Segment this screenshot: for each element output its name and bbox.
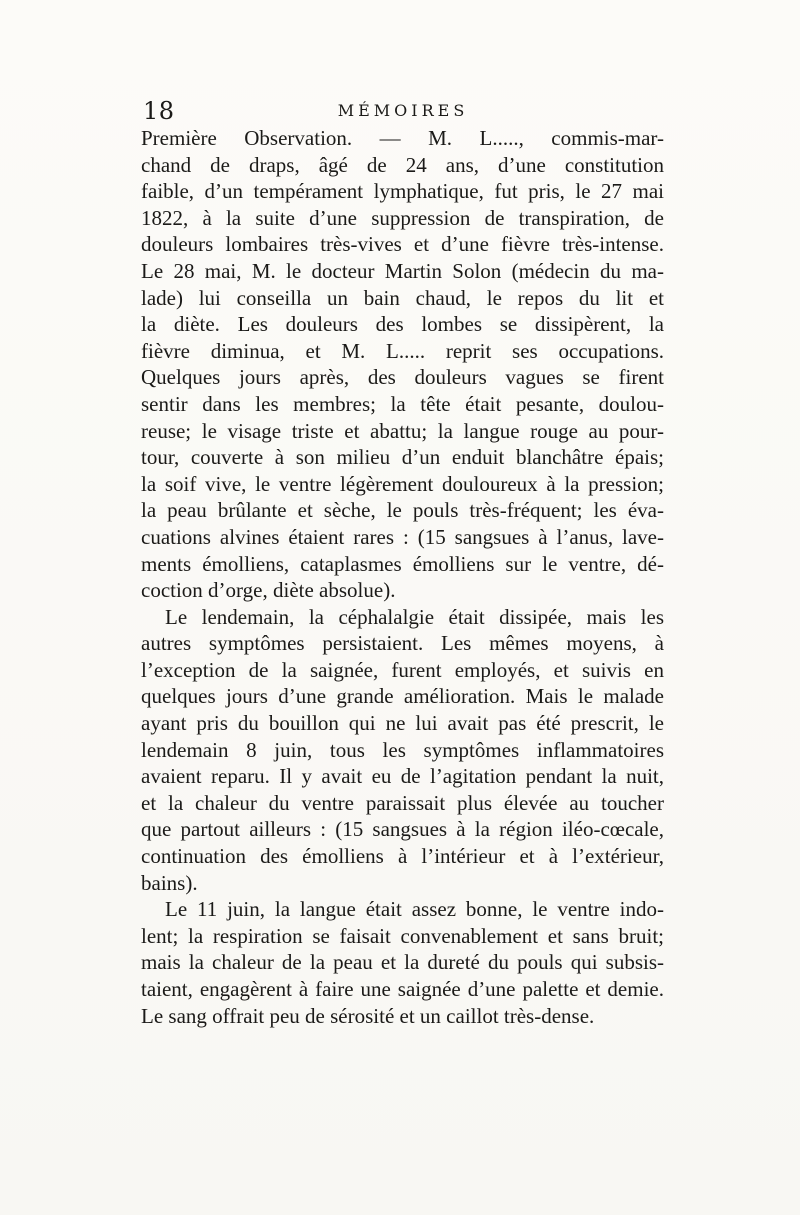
text-line: ayant pris du bouillon qui ne lui avait pas été prescrit, le	[141, 711, 664, 736]
text-line: avaient reparu. Il y avait eu de l’agitation pendant la nuit,	[141, 764, 664, 789]
text-line: fièvre diminua, et M. L..... reprit ses occupations.	[141, 338, 664, 363]
page-header	[143, 96, 663, 126]
text-line: lent; la respiration se faisait convenablement et sans bruit;	[141, 923, 664, 948]
text-line: douleurs lombaires très-vives et d’une fièvre très-intense.	[141, 232, 664, 257]
text-line: taient, engagèrent à faire une saignée d’une palette et demie.	[141, 977, 664, 1001]
text-line: Le sang offrait peu de sérosité et un caillot très-dense.	[141, 1003, 595, 1028]
text-line: ments émolliens, cataplasmes émolliens sur le ventre, dé-	[141, 551, 664, 576]
text-line: mais la chaleur de la peau et la dureté du pouls qui subsis-	[141, 950, 664, 975]
text-line: quelques jours d’une grande amélioration. Mais le malade	[141, 684, 664, 709]
text-line: Quelques jours après, des douleurs vagues se firent	[141, 365, 664, 390]
text-line: 1822, à la suite d’une suppression de transpiration, de	[141, 205, 664, 230]
text-line: faible, d’un tempérament lymphatique, fut pris, le 27 mai	[141, 179, 664, 204]
text-line: la diète. Les douleurs des lombes se dissipèrent, la	[141, 312, 664, 337]
text-line: continuation des émolliens à l’intérieur et à l’extérieur,	[141, 844, 664, 869]
page-number: 18	[143, 97, 175, 125]
text-line: tour, couverte à son milieu d’un enduit blanchâtre épais;	[141, 445, 664, 470]
text-line: la soif vive, le ventre légèrement douloureux à la pression;	[141, 471, 664, 496]
text-line: Le 28 mai, M. le docteur Martin Solon (médecin du ma-	[141, 258, 664, 283]
text-line: chand de draps, âgé de 24 ans, d’une constitution	[141, 152, 664, 177]
text-line: que partout ailleurs : (15 sangsues à la région iléo-cœcale,	[141, 817, 664, 842]
text-line: lendemain 8 juin, tous les symptômes inflammatoires	[141, 737, 664, 762]
text-line: coction d’orge, diète absolue).	[141, 578, 396, 603]
text-line: lade) lui conseilla un bain chaud, le repos du lit et	[141, 285, 664, 310]
body-text	[141, 125, 664, 1029]
text-line: et la chaleur du ventre paraissait plus élevée au toucher	[141, 790, 664, 815]
text-line: bains).	[141, 870, 198, 895]
text-line: Première Observation. — M. L....., commis-mar-	[141, 126, 664, 150]
text-line: cuations alvines étaient rares : (15 sangsues à l’anus, lave-	[141, 524, 664, 549]
text-line: autres symptômes persistaient. Les mêmes moyens, à	[141, 631, 664, 656]
text-line: Le 11 juin, la langue était assez bonne, le ventre indo-	[165, 897, 664, 922]
running-head: MÉMOIRES	[337, 101, 469, 120]
text-line: l’exception de la saignée, furent employés, et suivis en	[141, 657, 664, 682]
text-line: Le lendemain, la céphalalgie était dissipée, mais les	[165, 604, 664, 629]
text-line: sentir dans les membres; la tête était pesante, doulou-	[141, 391, 664, 416]
text-line: la peau brûlante et sèche, le pouls très-fréquent; les éva-	[141, 498, 664, 523]
text-line: reuse; le visage triste et abattu; la langue rouge au pour-	[141, 418, 664, 443]
